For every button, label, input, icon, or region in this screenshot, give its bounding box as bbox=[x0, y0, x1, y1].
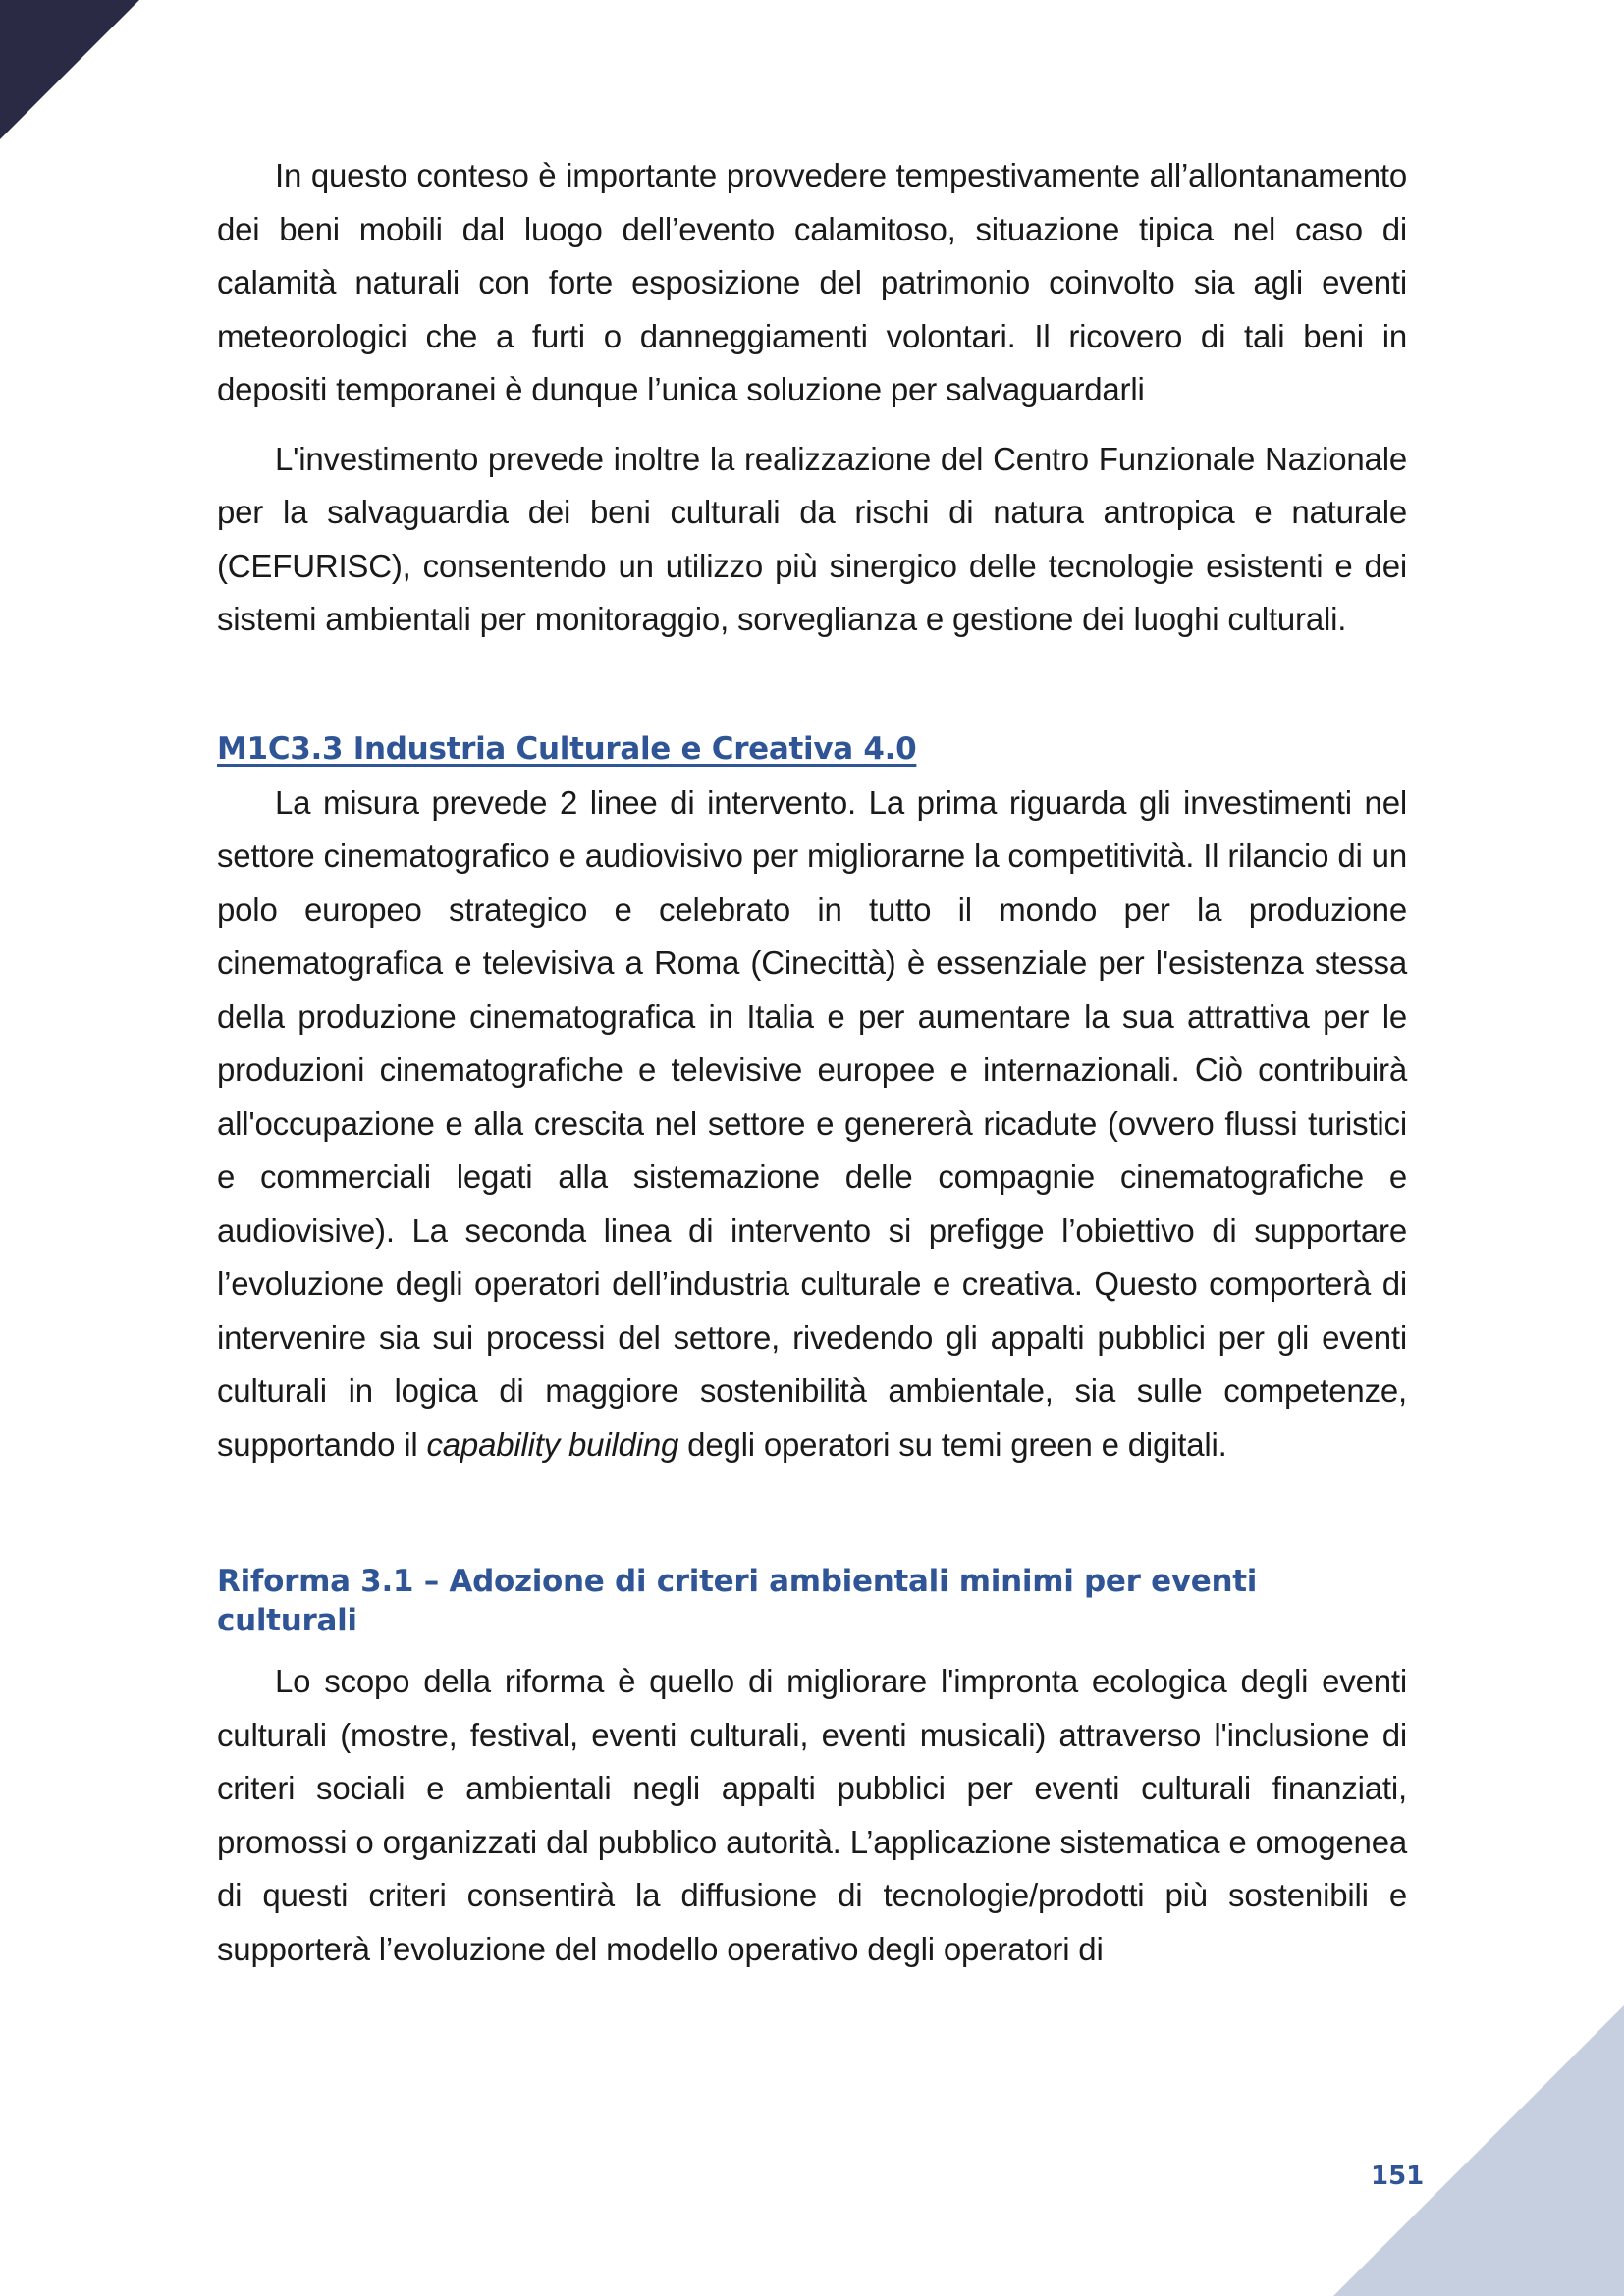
page-body bbox=[217, 149, 1407, 1976]
section-heading-riforma-3-1: Riforma 3.1 – Adozione di criteri ambientali minimi per eventi culturali bbox=[217, 1564, 1258, 1638]
paragraph-text: degli operatori su temi green e digitali. bbox=[678, 1425, 1227, 1463]
paragraph-depositi-temporanei: In questo conteso è importante provvedere tempestivamente all’allontanamento dei beni mobili dal luogo dell’evento calamitoso, situazione tipica nel caso di calamità naturali con forte esposizione del patrimonio coinvolto sia agli eventi meteorologici che a furti o danneggiamenti volontari. Il ricovero di tali beni in depositi temporanei è dunque l’unica soluzione per salvaguardarli bbox=[217, 157, 1407, 407]
italic-term: capability building bbox=[426, 1425, 679, 1463]
section-heading-m1c3-3: M1C3.3 Industria Culturale e Creativa 4.0 bbox=[217, 730, 917, 767]
paragraph-riforma: Lo scopo della riforma è quello di migliorare l'impronta ecologica degli eventi culturali (mostre, festival, eventi culturali, eventi musicali) attraverso l'inclusione di criteri sociali e ambientali negli appalti pubblici per eventi culturali finanziati, promossi o organizzati dal pubblico autorità. L’applicazione sistematica e omogenea di questi criteri consentirà la diffusione di tecnologie/prodotti più sostenibili e supporterà l’evoluzione del modello operativo degli operatori di bbox=[217, 1663, 1407, 1967]
paragraph-industria-culturale bbox=[217, 776, 1407, 1472]
top-left-corner-decoration bbox=[0, 0, 139, 139]
bottom-right-corner-decoration bbox=[1333, 2005, 1624, 2296]
paragraph-cefurisc: L'investimento prevede inoltre la realizzazione del Centro Funzionale Nazionale per la salvaguardia dei beni culturali da rischi di natura antropica e naturale (CEFURISC), consentendo un utilizzo più sinergico delle tecnologie esistenti e dei sistemi ambientali per monitoraggio, sorveglianza e gestione dei luoghi culturali. bbox=[217, 440, 1407, 637]
page-number: 151 bbox=[1371, 2162, 1425, 2191]
paragraph-text: La misura prevede 2 linee di intervento. La prima riguarda gli investimenti nel settore cinematografico e audiovisivo per migliorarne la competitività. Il rilancio di un polo europeo strategico e celebrato in tutto il mondo per la produzione cinematografica e televisiva a Roma (Cinecittà) è essenziale per l'esistenza stessa della produzione cinematografica in Italia e per aumentare la sua attrattiva per le produzioni cinematografiche e televisive europee e internazionali. Ciò contribuirà all'occupazione e alla crescita nel settore e genererà ricadute (ovvero flussi turistici e commerciali legati alla sistemazione delle compagnie cinematografiche e audiovisive). La seconda linea di intervento si prefigge l’obiettivo di supportare l’evoluzione degli operatori dell’industria culturale e creativa. Questo comporterà di intervenire sia sui processi del settore, rivedendo gli appalti pubblici per gli eventi culturali in logica di maggiore sostenibilità ambientale, sia sulle competenze, supportando il bbox=[217, 783, 1407, 1463]
